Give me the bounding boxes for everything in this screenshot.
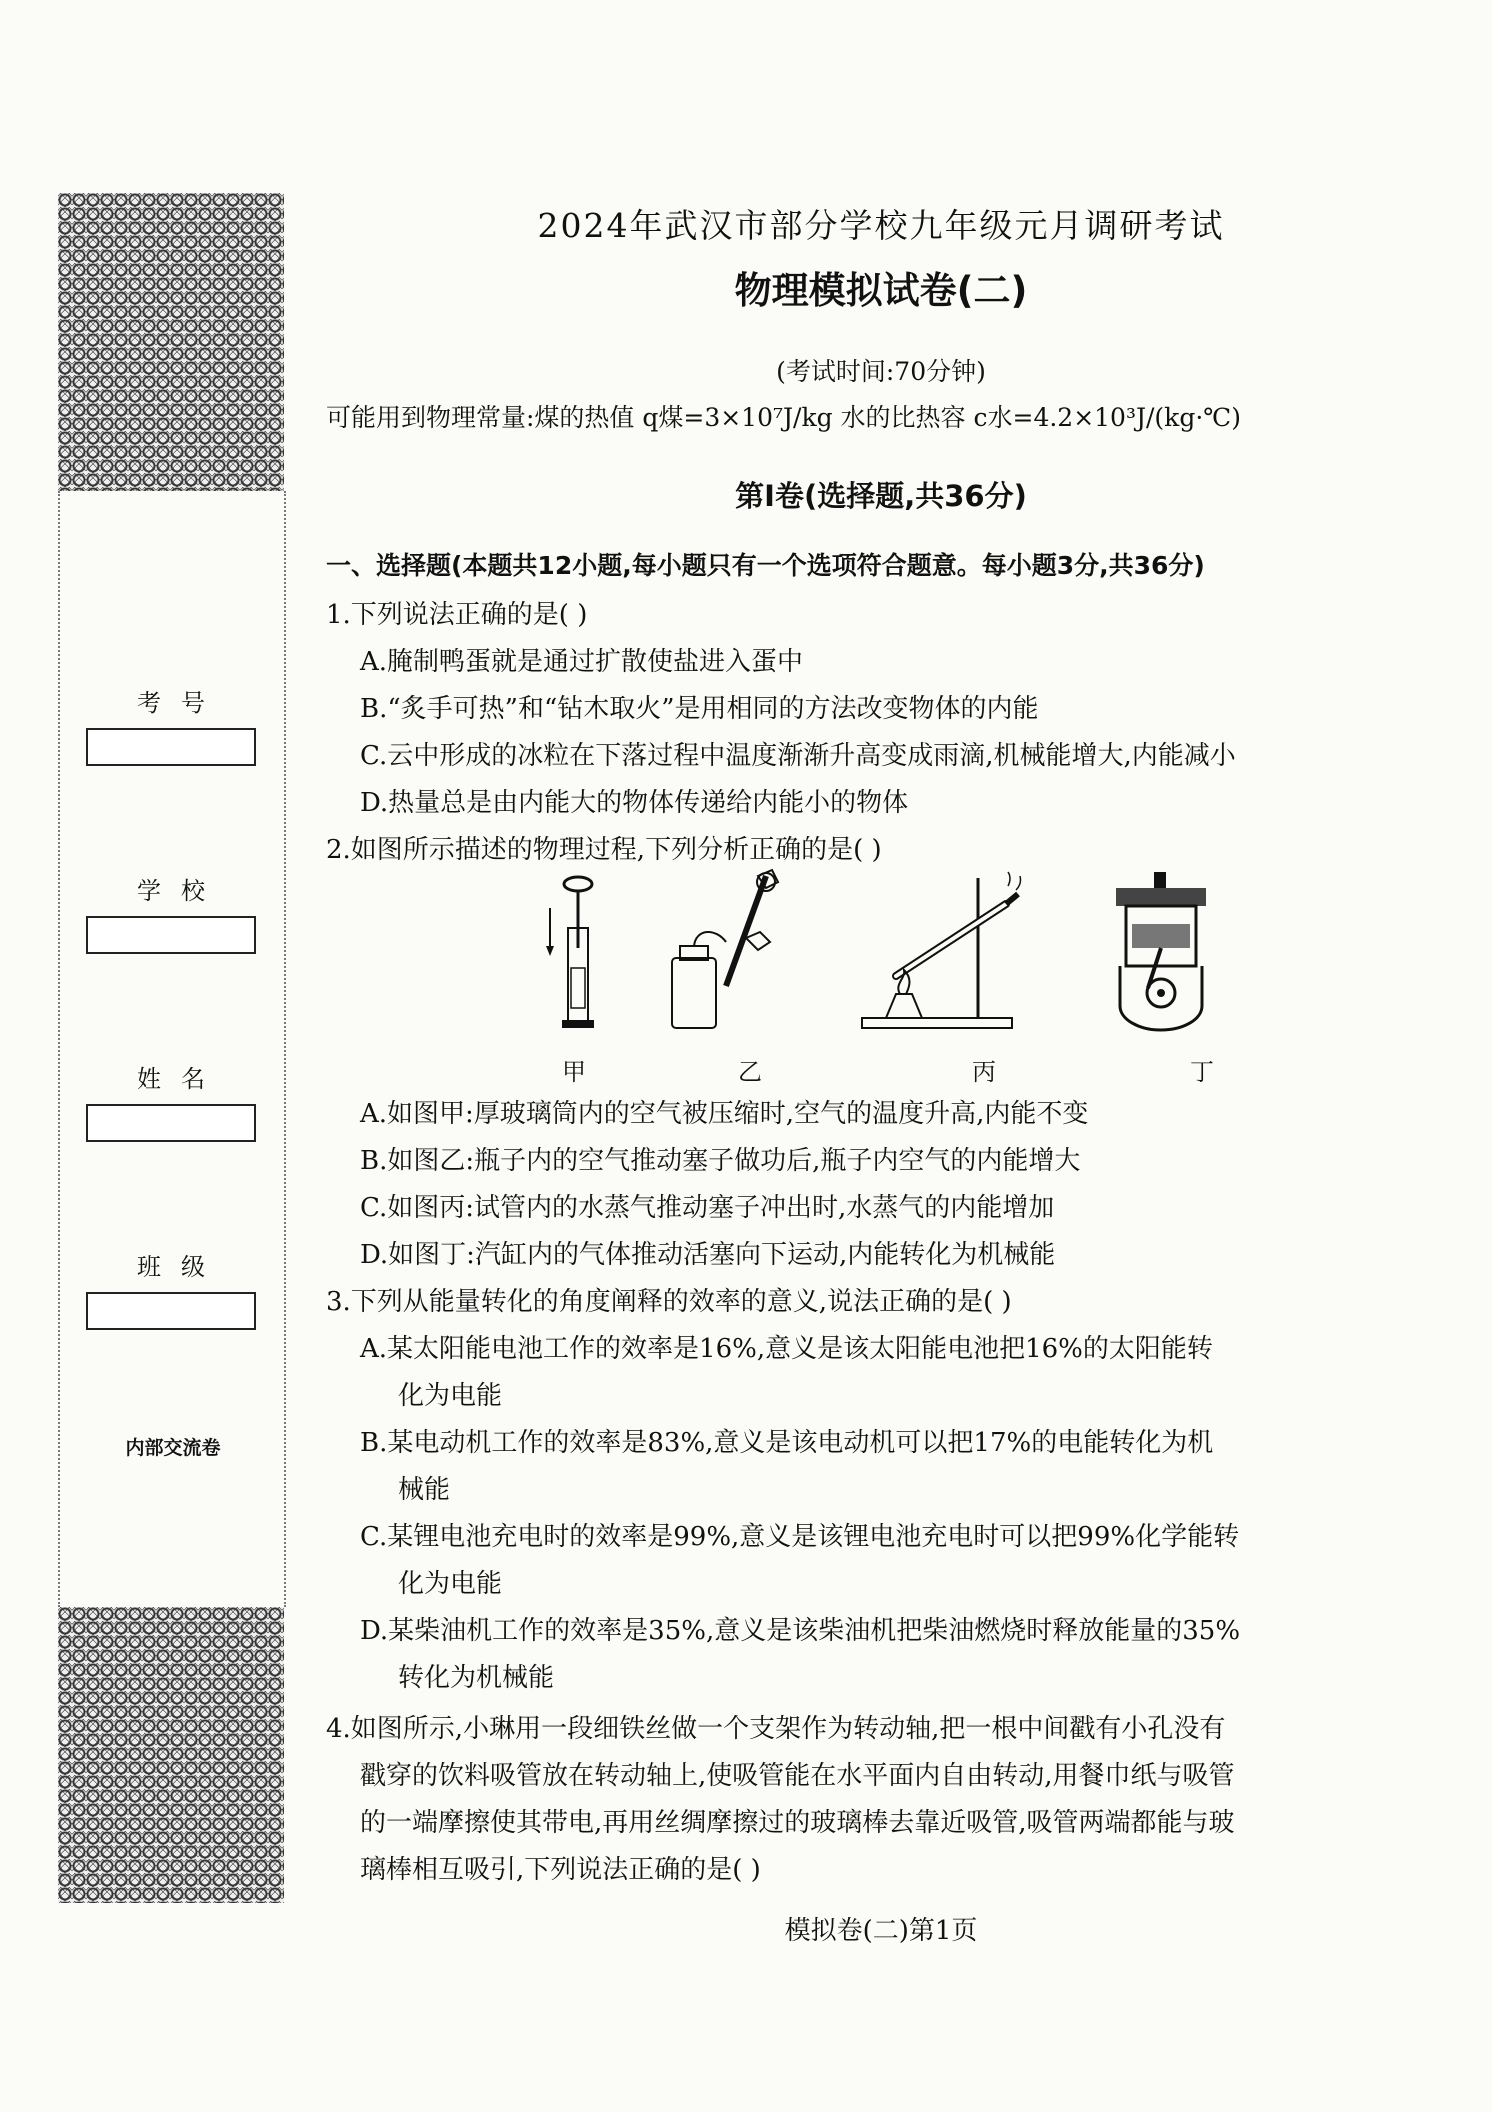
figure-label-jia: 甲 [562,1058,586,1086]
q2-option-d: D.如图丁:汽缸内的气体推动活塞向下运动,内能转化为机械能 [360,1240,1056,1270]
question-2-stem: 2.如图所示描述的物理过程,下列分析正确的是( ) [326,835,882,865]
q1-option-b: B.“炙手可热”和“钻木取火”是用相同的方法改变物体的内能 [360,694,1039,724]
figure-test-tube-stand [856,868,1026,1034]
q3-option-c-cont: 化为电能 [398,1569,503,1599]
q3-option-d: D.某柴油机工作的效率是35%,意义是该柴油机把柴油燃烧时释放能量的35% [360,1616,1241,1646]
paper-title: 物理模拟试卷(二) [734,269,1028,312]
question-4-stem-line-1: 4.如图所示,小琳用一段细铁丝做一个支架作为转动轴,把一根中间戳有小孔没有 [326,1714,1226,1744]
figure-label-bing: 丙 [972,1058,996,1086]
figure-label-yi: 乙 [738,1058,762,1086]
class-box[interactable] [86,1292,256,1330]
class-field [86,1247,256,1330]
q3-option-a: A.某太阳能电池工作的效率是16%,意义是该太阳能电池把16%的太阳能转 [360,1334,1213,1364]
exam-number-field [86,683,256,766]
name-box[interactable] [86,1104,256,1142]
physical-constants: 可能用到物理常量:煤的热值 q煤=3×10⁷J/kg 水的比热容 c水=4.2×10³J/(kg·℃) [326,403,1242,432]
exam-number-box[interactable] [86,728,256,766]
question-3-stem: 3.下列从能量转化的角度阐释的效率的意义,说法正确的是( ) [326,1287,1012,1317]
name-field [86,1059,256,1142]
exam-title: 2024年武汉市部分学校九年级元月调研考试 [537,206,1225,245]
q1-option-a: A.腌制鸭蛋就是通过扩散使盐进入蛋中 [360,647,804,677]
decorative-pattern-top [58,193,284,491]
q3-option-c: C.某锂电池充电时的效率是99%,意义是该锂电池充电时可以把99%化学能转 [360,1522,1240,1552]
field-label: 考号 [137,689,225,717]
figure-label-ding: 丁 [1190,1058,1214,1086]
school-field [86,871,256,954]
page-footer: 模拟卷(二)第1页 [784,1916,978,1946]
decorative-pattern-bottom [58,1607,284,1903]
question-1-stem: 1.下列说法正确的是( ) [326,600,588,630]
q2-option-b: B.如图乙:瓶子内的空气推动塞子做功后,瓶子内空气的内能增大 [360,1146,1081,1176]
figure-bottle-pump [666,868,786,1034]
question-4-stem-line-2: 戳穿的饮料吸管放在转动轴上,使吸管能在水平面内自由转动,用餐巾纸与吸管 [360,1761,1235,1791]
q1-option-c: C.云中形成的冰粒在下落过程中温度渐渐升高变成雨滴,机械能增大,内能减小 [360,741,1236,771]
part-title: 一、选择题(本题共12小题,每小题只有一个选项符合题意。每小题3分,共36分) [326,551,1205,580]
field-label: 姓名 [137,1065,225,1093]
q2-option-a: A.如图甲:厚玻璃筒内的空气被压缩时,空气的温度升高,内能不变 [360,1099,1089,1129]
binding-margin [58,193,284,1903]
q3-option-b: B.某电动机工作的效率是83%,意义是该电动机可以把17%的电能转化为机 [360,1428,1214,1458]
q2-option-c: C.如图丙:试管内的水蒸气推动塞子冲出时,水蒸气的内能增加 [360,1193,1055,1223]
exam-duration: (考试时间:70分钟) [776,357,986,386]
field-label: 班级 [137,1253,225,1281]
internal-note: 内部交流卷 [125,1437,221,1459]
figure-compression-cylinder [536,868,616,1034]
q3-option-a-cont: 化为电能 [398,1381,503,1411]
question-2-figures [536,868,1216,1034]
field-label: 学校 [137,877,225,905]
q3-option-b-cont: 械能 [398,1475,451,1505]
figure-engine-cylinder [1106,868,1216,1034]
school-box[interactable] [86,916,256,954]
q1-option-d: D.热量总是由内能大的物体传递给内能小的物体 [360,788,909,818]
question-4-stem-line-3: 的一端摩擦使其带电,再用丝绸摩擦过的玻璃棒去靠近吸管,吸管两端都能与玻 [360,1808,1235,1838]
question-4-stem-line-4: 璃棒相互吸引,下列说法正确的是( ) [360,1855,761,1885]
q3-option-d-cont: 转化为机械能 [398,1663,555,1693]
section-title: 第Ⅰ卷(选择题,共36分) [735,479,1027,513]
